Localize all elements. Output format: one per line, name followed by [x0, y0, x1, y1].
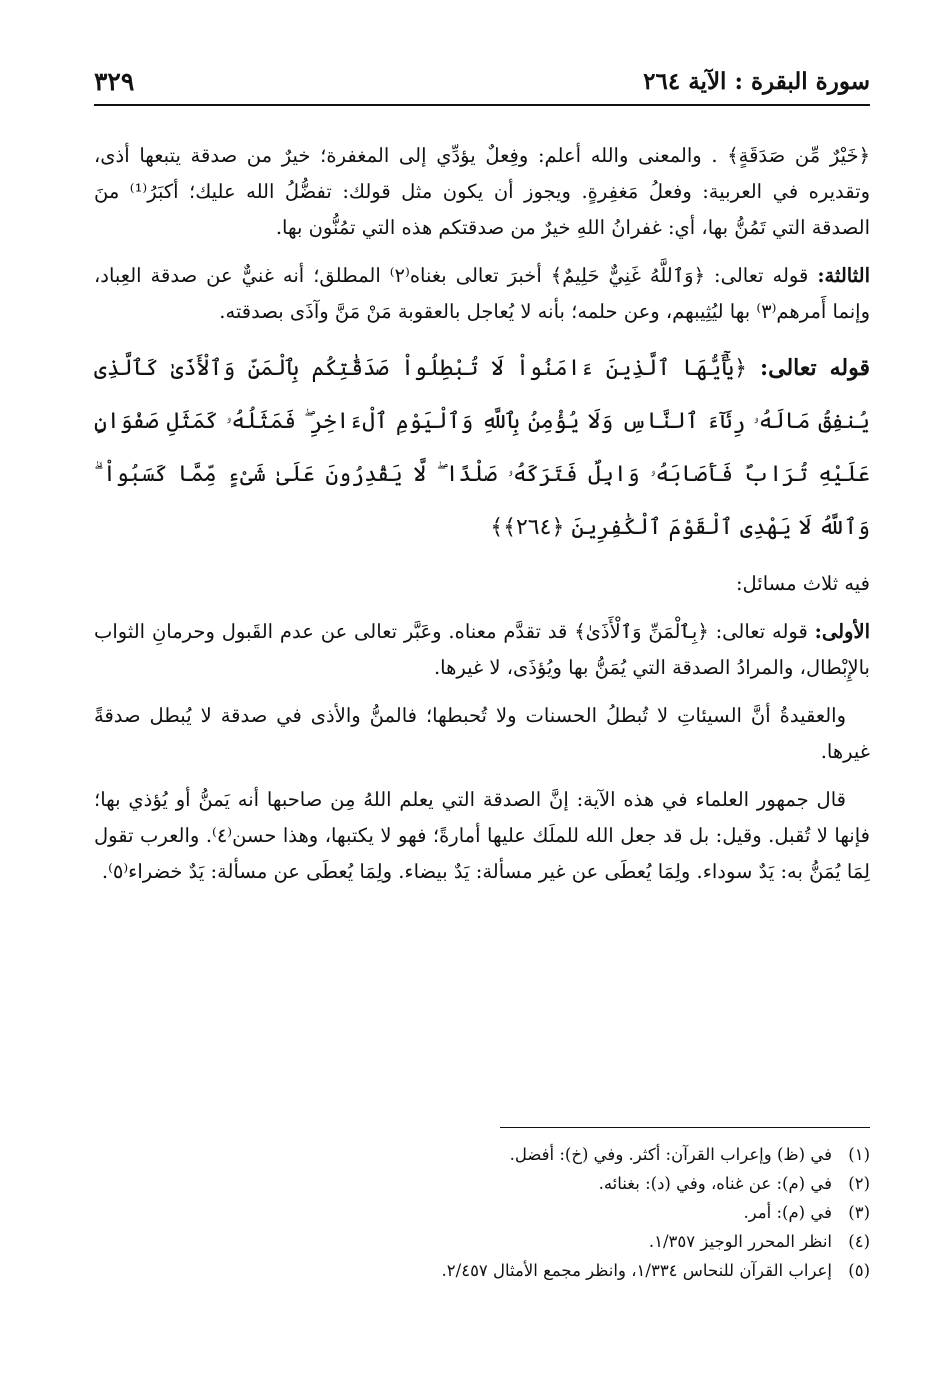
running-header [94, 58, 870, 106]
paragraph-6: قال جمهور العلماء في هذه الآية: إنَّ الصدقة التي يعلم اللهُ مِن صاحبها أنه يَمنُّ أو يُؤذي بها؛ فإنها لا تُقبل. وقيل: بل قد جعل الله للملَك عليها أمارةً؛ فهو لا يكتبها، وهذا حسن⁽٤⁾. والعرب تقول لِمَا يُمَنُّ به: يَدٌ سوداء. ولِمَا يُعطَى عن غير مسألة: يَدٌ بيضاء. ولِمَا يُعطَى عن مسألة: يَدٌ خضراء⁽٥⁾. [94, 788, 870, 883]
quran-verse-block [94, 342, 870, 554]
footnote [94, 1198, 870, 1227]
paragraph-4 [94, 614, 870, 686]
main-text [94, 138, 870, 902]
paragraph-5: والعقيدةُ أنَّ السيئاتِ لا تُبطلُ الحسنات ولا تُحبطها؛ فالمنُّ والأذى في صدقة لا يُبطل صدقةً غيرها. [94, 704, 870, 763]
footnote [94, 1169, 870, 1198]
footnote [94, 1227, 870, 1256]
paragraph-1: ﴿خَيْرٌ مِّن صَدَقَةٍ﴾ . والمعنى والله أعلم: وفِعلٌ يؤدِّي إلى المغفرة؛ خيرٌ من صدقة يتبعها أذى، وتقديره في العربية: وفعلُ مَغفِرةٍ. ويجوز أن يكون مثل قولك: تفضُّلُ الله عليك؛ أكبَرُ⁽¹⁾ منَ الصدقة التي تَمُنُّ بها، أي: غفرانُ اللهِ خيرٌ من صدقتكم هذه التي تمُنُّون بها. [94, 144, 870, 239]
section-heading-first: الأولى: [814, 620, 870, 643]
paragraph-2 [94, 258, 870, 330]
footnotes [94, 1140, 870, 1285]
footnote-number: (٥) [848, 1261, 870, 1280]
footnote-divider [500, 1127, 870, 1128]
footnote [94, 1140, 870, 1169]
footnote-text: في (م): أمر. [743, 1203, 832, 1222]
footnote [94, 1256, 870, 1285]
page-number: ٣٢٩ [94, 66, 135, 96]
footnote-text: في (م): عن غناه، وفي (د): بغنائه. [598, 1174, 832, 1193]
section-heading-third: الثالثة: [817, 264, 870, 287]
footnote-number: (١) [848, 1145, 870, 1164]
footnote-text: إعراب القرآن للنحاس ١/٣٣٤، وانظر مجمع الأمثال ٢/٤٥٧. [441, 1261, 832, 1280]
quran-verse-text: ﴿يَٰٓأَيُّهَا ٱلَّذِينَ ءَامَنُواْ لَا تُبْطِلُواْ صَدَقَٰتِكُم بِٱلْمَنِّ وَٱلْأَذَىٰ كَٱلَّذِى يُنفِقُ مَالَهُۥ رِئَآءَ ٱلنَّاسِ وَلَا يُؤْمِنُ بِٱللَّهِ وَٱلْيَوْمِ ٱلْءَاخِرِ ۖ فَمَثَلُهُۥ كَمَثَلِ صَفْوَانٍ عَلَيْهِ تُرَابٌ فَأَصَابَهُۥ وَابِلٌ فَتَرَكَهُۥ صَلْدًا ۖ لَّا يَقْدِرُونَ عَلَىٰ شَىْءٍ مِّمَّا كَسَبُواْ ۗ وَٱللَّهُ لَا يَهْدِى ٱلْقَوْمَ ٱلْكَٰفِرِينَ ﴿٢٦٤﴾﴾ [94, 356, 870, 540]
footnote-number: (٤) [848, 1232, 870, 1251]
verse-intro: قوله تعالى: [760, 355, 870, 381]
footnote-number: (٣) [848, 1203, 870, 1222]
header-title: سورة البقرة : الآية ٢٦٤ [643, 67, 870, 95]
paragraph-4-text: قوله تعالى: ﴿بِٱلْمَنِّ وَٱلْأَذَىٰ﴾ قد تقدَّم معناه. وعَبَّر تعالى عن عدم القَبول وحرمانِ الثواب بالإِبْطال، والمرادُ الصدقة التي يُمَنُّ بها ويُؤذَى، لا غيرها. [94, 620, 870, 679]
footnote-number: (٢) [848, 1174, 870, 1193]
footnote-text: انظر المحرر الوجيز ١/٣٥٧. [648, 1232, 832, 1251]
paragraph-3: فيه ثلاث مسائل: [735, 572, 870, 595]
paragraph-2-text: قوله تعالى: ﴿وَٱللَّهُ غَنِيٌّ حَلِيمٌ﴾ أخبرَ تعالى بغناه⁽٢⁾ المطلق؛ أنه غنيٌّ عن صدقة العِباد، وإنما أَمرهم⁽٣⁾ بها ليُثِيبهم، وعن حلمه؛ بأنه لا يُعاجل بالعقوبة مَنْ مَنَّ وآذَى بصدقته. [94, 264, 870, 323]
footnote-text: في (ظ) وإعراب القرآن: أكثر. وفي (خ): أفضل. [509, 1145, 832, 1164]
